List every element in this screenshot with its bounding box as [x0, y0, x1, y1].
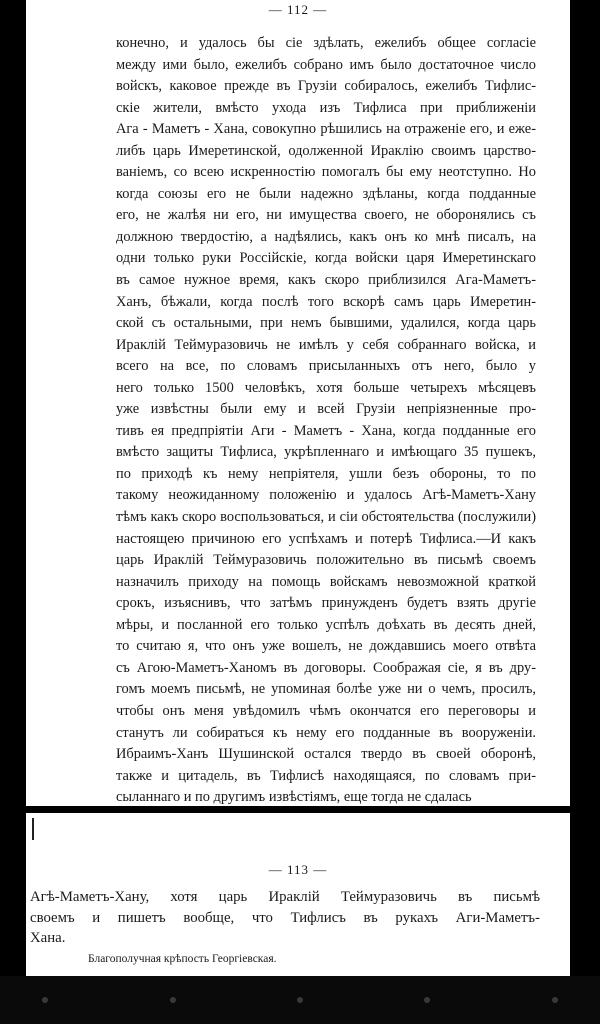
- text-line: назначилъ приходу на помощь войскамъ невозможной краткой: [116, 573, 536, 590]
- text-line: ваніемъ, со всею искренностію помогалъ бы ему неотступно. Но: [116, 164, 536, 181]
- text-line: настоящею причиною его успѣхамъ и потерѣ Тифлиса.—И какъ: [116, 530, 536, 547]
- text-line: чтобы онъ меня увѣдомилъ чѣмъ окончатся его переговоры и: [116, 702, 536, 719]
- text-line: мѣры, и посланной его только успѣлъ доѣхать въ десять дней,: [116, 616, 536, 633]
- text-line: Ага - Маметъ - Хана, совокупно рѣшились на отраженіе его, и еже-: [116, 121, 536, 138]
- text-line: съ Агою-Маметъ-Ханомъ въ договоры. Соображая сіе, я въ дру-: [116, 659, 536, 676]
- text-line: станутъ ли собираться къ нему его подданные въ вооруженіи.: [116, 724, 536, 741]
- text-line: скіе жители, вмѣсто ухода изъ Тифлиса при приближеніи: [116, 99, 536, 116]
- document-page-112: [26, 0, 570, 806]
- text-line: такому неожиданному положенію и удалось Агѣ-Маметъ-Хану: [116, 487, 536, 504]
- text-line: между ими было, ежелибъ собрано имъ было достаточное число: [116, 56, 536, 73]
- text-line: Ираклій Теймуразовичь не имѣлъ у себя собраннаго войска, и: [116, 336, 536, 353]
- page-number: — 112 —: [268, 2, 328, 17]
- text-line: гомъ моемъ письмѣ, не упоминая болѣе уже ни о чемъ, просилъ,: [116, 681, 536, 698]
- text-line: тѣмъ какъ скоро воспользоваться, и сіи обстоятельства (послужили): [116, 509, 536, 526]
- nav-dot: [424, 997, 430, 1003]
- text-line: то считаю я, что онъ уже вошелъ, не дождавшись моего отвѣта: [116, 638, 536, 655]
- text-line: Ибраимъ-Ханъ Шушинской остался твердо въ своей оборонѣ,: [116, 746, 536, 763]
- text-line: срокъ, изъяснивъ, что затѣмъ принужденъ будетъ взять другіе: [116, 595, 536, 612]
- text-line: либъ царь Имеретинской, одолженной Ираклію своимъ царство-: [116, 142, 536, 159]
- page-body-text: [116, 33, 536, 806]
- text-line: его, не жалѣя ни его, ни имущества своего, не оборонялись съ: [116, 207, 536, 224]
- signature-line: Благополучная крѣпость Георгіевская.: [88, 953, 277, 965]
- text-line: одни только руки Россійскіе, когда войски царя Имеретинскаго: [116, 250, 536, 267]
- page-body-text: [30, 887, 540, 949]
- text-line: конечно, и удалось бы сіе здѣлать, ежелибъ общее согласіе: [116, 35, 536, 51]
- text-line: ской съ остальными, при немъ бывшими, удалился, когда царь: [116, 315, 536, 332]
- text-line: царь Ираклій Теймуразовичь положительно въ письмѣ своемъ: [116, 552, 536, 569]
- text-line: должною твердостію, а надѣялись, какъ онъ ко мнѣ писалъ, на: [116, 228, 536, 245]
- navigation-bar: [0, 976, 600, 1024]
- nav-dot: [552, 997, 558, 1003]
- text-line: Агѣ-Маметъ-Хану, хотя царь Ираклій Теймуразовичь въ письмѣ: [30, 889, 540, 905]
- page-edge-mark: [32, 818, 34, 840]
- text-line: сыланнаго и по другимъ извѣстіямъ, еще тогда не сдалась: [116, 789, 472, 806]
- text-line: въ самое нужное время, какъ скоро приблизился Ага-Маметъ-: [116, 272, 536, 289]
- text-line: Ханъ, бѣжали, когда послѣ того вскорѣ самъ царь Имеретин-: [116, 293, 536, 310]
- text-line: войскъ, каковое прежде въ Грузіи собиралось, ежелибъ Тифлис-: [116, 78, 536, 95]
- text-line: Хана.: [30, 930, 66, 946]
- text-line: всего на все, по словамъ присыланныхъ отъ него, было у: [116, 358, 536, 375]
- text-line: него только 1500 человѣкъ, хотя больше четырехъ мѣсяцевъ: [116, 379, 536, 396]
- document-page-113: [26, 813, 570, 976]
- text-line: уже извѣстны были ему и всей Грузіи непріязненные про-: [116, 401, 536, 418]
- text-line: по приходѣ къ нему непріятеля, ушли безъ обороны, то по: [116, 465, 536, 482]
- text-line: когда союзы его не были надежно здѣланы, когда подданные: [116, 185, 536, 202]
- nav-dot: [42, 997, 48, 1003]
- nav-dot: [297, 997, 303, 1003]
- text-line: своемъ и пишетъ вообще, что Тифлисъ въ рукахъ Аги-Маметъ-: [30, 909, 540, 926]
- text-line: также и цитадель, въ Тифлисѣ находящаяся, по словамъ при-: [116, 767, 536, 784]
- text-line: тивъ ея предпріятіи Аги - Маметъ - Хана, когда подданные его: [116, 422, 536, 439]
- text-line: вмѣсто защиты Тифлиса, укрѣпленнаго и имѣющаго 35 пушекъ,: [116, 444, 536, 461]
- nav-dot: [170, 997, 176, 1003]
- page-number: — 113 —: [268, 862, 328, 877]
